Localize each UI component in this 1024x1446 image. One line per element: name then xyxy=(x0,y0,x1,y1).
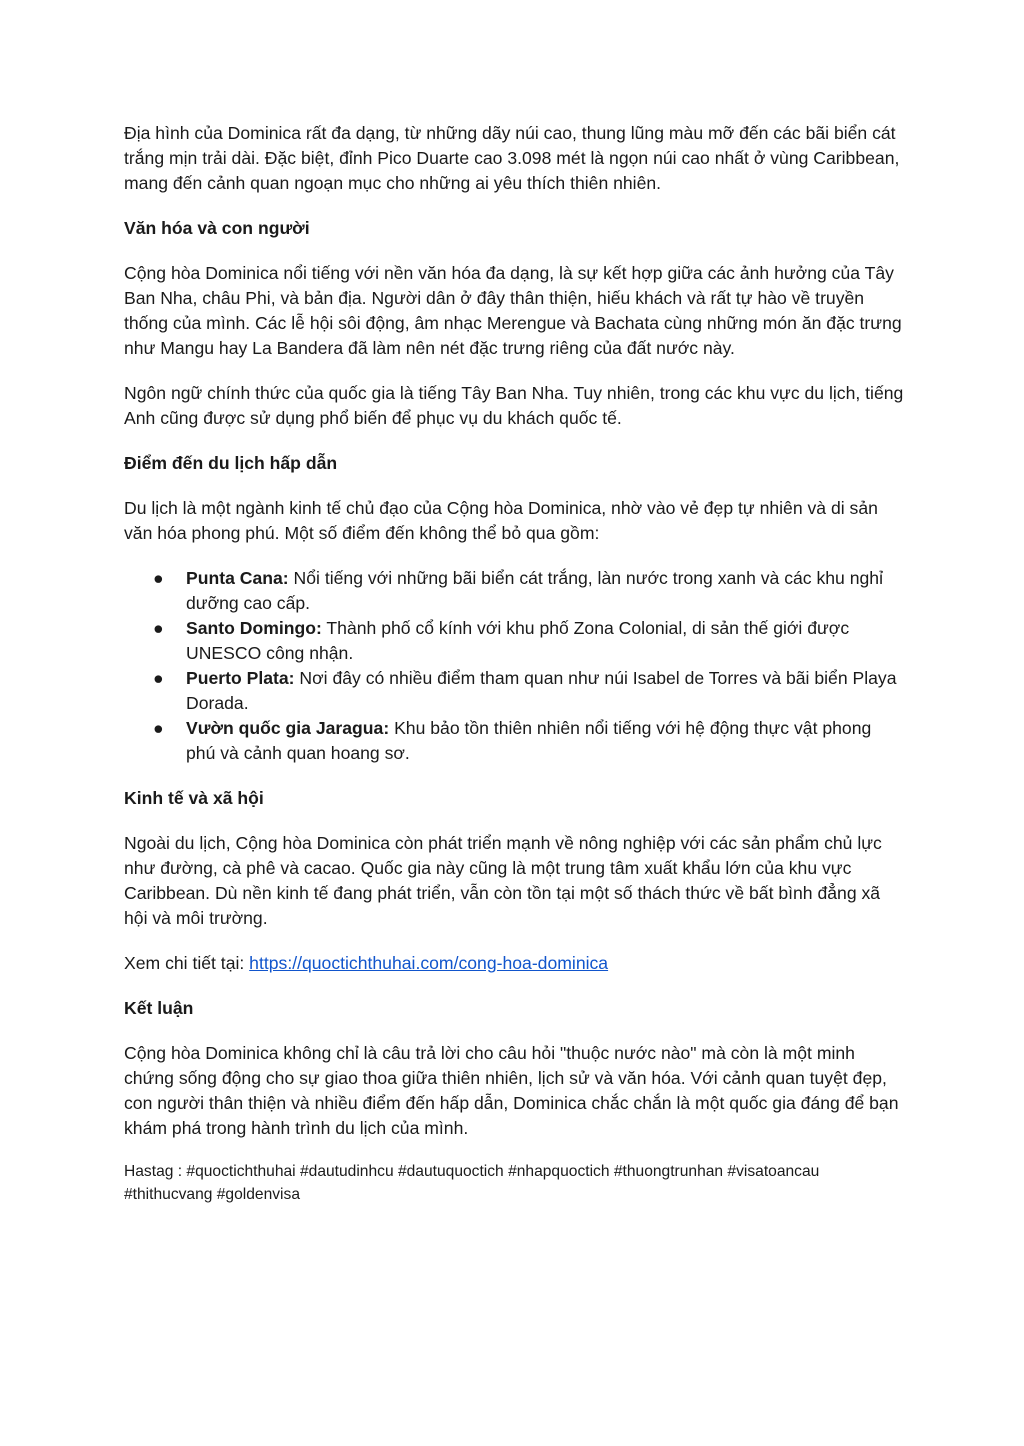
economy-paragraph: Ngoài du lịch, Cộng hòa Dominica còn phát triển mạnh về nông nghiệp với các sản phẩm chủ lực như đường, cà phê và cacao. Quốc gia này cũng là một trung tâm xuất khẩu lớn của khu vực Caribbean. Dù nền kinh tế đang phát triển, vẫn còn tồn tại một số thách thức về bất bình đẳng xã hội và môi trường. xyxy=(124,833,882,928)
list-item-desc: Nơi đây có nhiều điểm tham quan như núi Isabel de Torres và bãi biển Playa Dorada. xyxy=(186,668,897,713)
conclusion-heading: Kết luận xyxy=(124,998,194,1018)
intro-paragraph: Địa hình của Dominica rất đa dạng, từ những dãy núi cao, thung lũng màu mỡ đến các bãi biển cát trắng mịn trải dài. Đặc biệt, đỉnh Pico Duarte cao 3.098 mét là ngọn núi cao nhất ở vùng Caribbean, mang đến cảnh quan ngoạn mục cho những ai yêu thích thiên nhiên. xyxy=(124,123,900,193)
list-item-term: Punta Cana: xyxy=(186,568,289,588)
document-page xyxy=(124,121,904,1206)
bullet-icon: ● xyxy=(153,718,164,738)
list-item-term: Vườn quốc gia Jaragua: xyxy=(186,718,390,738)
destinations-list xyxy=(124,566,904,766)
destinations-intro: Du lịch là một ngành kinh tế chủ đạo của Cộng hòa Dominica, nhờ vào vẻ đẹp tự nhiên và di sản văn hóa phong phú. Một số điểm đến không thể bỏ qua gồm: xyxy=(124,498,878,543)
culture-paragraph-1: Cộng hòa Dominica nổi tiếng với nền văn hóa đa dạng, là sự kết hợp giữa các ảnh hưởng của Tây Ban Nha, châu Phi, và bản địa. Người dân ở đây thân thiện, hiếu khách và rất tự hào về truyền thống của mình. Các lễ hội sôi động, âm nhạc Merengue và Bachata cùng những món ăn đặc trưng như Mangu hay La Bandera đã làm nên nét đặc trưng riêng của đất nước này. xyxy=(124,263,902,358)
list-item-desc: Thành phố cổ kính với khu phố Zona Colonial, di sản thế giới được UNESCO công nhận. xyxy=(186,618,850,663)
hashtags-line: Hastag : #quoctichthuhai #dautudinhcu #dautuquoctich #nhapquoctich #thuongtrunhan #visatoancau #thithucvang #goldenvisa xyxy=(124,1163,820,1203)
list-item-jaragua xyxy=(124,716,904,766)
destinations-heading: Điểm đến du lịch hấp dẫn xyxy=(124,453,338,473)
detail-link[interactable]: https://quoctichthuhai.com/cong-hoa-dominica xyxy=(249,953,609,973)
culture-paragraph-2: Ngôn ngữ chính thức của quốc gia là tiếng Tây Ban Nha. Tuy nhiên, trong các khu vực du lịch, tiếng Anh cũng được sử dụng phổ biến để phục vụ du khách quốc tế. xyxy=(124,383,904,428)
list-item-term: Santo Domingo: xyxy=(186,618,322,638)
list-item-punta-cana xyxy=(124,566,904,616)
bullet-icon: ● xyxy=(153,668,164,688)
list-item-puerto-plata xyxy=(124,666,904,716)
list-item-santo-domingo xyxy=(124,616,904,666)
list-item-desc: Nổi tiếng với những bãi biển cát trắng, làn nước trong xanh và các khu nghỉ dưỡng cao cấp. xyxy=(186,568,883,613)
list-item-term: Puerto Plata: xyxy=(186,668,295,688)
detail-line xyxy=(124,951,904,976)
bullet-icon: ● xyxy=(153,618,164,638)
detail-prefix: Xem chi tiết tại: xyxy=(124,953,250,973)
conclusion-paragraph: Cộng hòa Dominica không chỉ là câu trả lời cho câu hỏi "thuộc nước nào" mà còn là một minh chứng sống động cho sự giao thoa giữa thiên nhiên, lịch sử và văn hóa. Với cảnh quan tuyệt đẹp, con người thân thiện và nhiều điểm đến hấp dẫn, Dominica chắc chắn là một quốc gia đáng để bạn khám phá trong hành trình du lịch của mình. xyxy=(124,1043,899,1138)
list-item-desc: Khu bảo tồn thiên nhiên nổi tiếng với hệ động thực vật phong phú và cảnh quan hoang sơ. xyxy=(186,718,872,763)
culture-heading: Văn hóa và con người xyxy=(124,218,310,238)
bullet-icon: ● xyxy=(153,568,164,588)
economy-heading: Kinh tế và xã hội xyxy=(124,788,264,808)
